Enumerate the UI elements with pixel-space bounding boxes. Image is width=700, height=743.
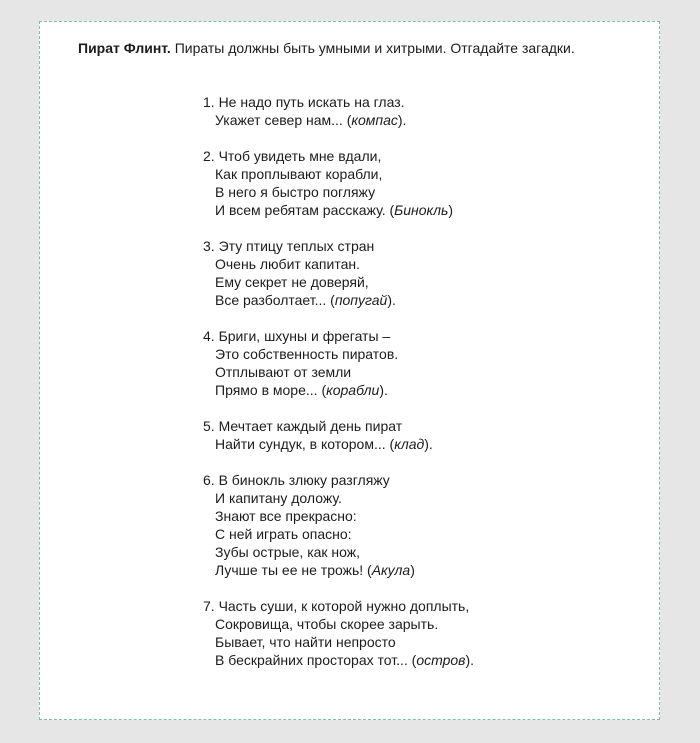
riddle-line [203, 165, 623, 183]
riddle-line-text: Ему секрет не доверяй, [215, 274, 369, 290]
riddle-line-text: Очень любит капитан. [215, 256, 360, 272]
riddle-line-text: Лучше ты ее не трожь! ( [215, 562, 372, 578]
riddle-answer: Бинокль [394, 202, 449, 218]
riddle-line-text: 5. Мечтает каждый день пират [203, 418, 403, 434]
speaker-name: Пират Флинт. [78, 40, 171, 56]
riddle-line [203, 327, 623, 345]
riddle-line-tail: ). [379, 382, 388, 398]
riddle-line [203, 471, 623, 489]
riddle-line-tail: ). [465, 652, 475, 668]
riddle-line [203, 111, 623, 129]
riddle-line-tail: ). [387, 292, 396, 308]
riddle-line [203, 561, 623, 579]
riddle-line-text: С ней играть опасно: [215, 526, 352, 542]
riddle-answer: компас [351, 112, 398, 128]
riddle-line-text: Как проплывают корабли, [215, 166, 383, 182]
riddle-line [203, 345, 623, 363]
riddle-line-tail: ). [424, 436, 433, 452]
riddle-line [203, 201, 623, 219]
riddle-line [203, 543, 623, 561]
riddle-line-text: Все разболтает... ( [215, 292, 335, 308]
riddle-1 [203, 93, 623, 129]
riddle-line [203, 633, 623, 651]
riddle-line-text: Прямо в море... ( [215, 382, 327, 398]
riddle-line [203, 651, 623, 669]
riddle-answer: остров [416, 652, 466, 668]
riddle-line [203, 93, 623, 111]
riddle-line-tail: ). [397, 112, 407, 128]
riddle-5 [203, 417, 623, 453]
riddle-line [203, 507, 623, 525]
riddle-answer: клад [394, 436, 425, 452]
riddle-line [203, 273, 623, 291]
riddle-line-text: Найти сундук, в котором... ( [215, 436, 395, 452]
riddle-line-text: В него я быстро погляжу [215, 184, 376, 200]
riddle-line-text: 7. Часть суши, к которой нужно доплыть, [203, 598, 470, 614]
riddle-line [203, 489, 623, 507]
riddle-line [203, 255, 623, 273]
riddle-line [203, 237, 623, 255]
riddle-line-text: В бескрайних просторах тот... ( [215, 652, 417, 668]
riddle-answer: попугай [334, 292, 388, 308]
riddle-line-text: И капитану доложу. [215, 490, 342, 506]
riddle-line [203, 363, 623, 381]
riddle-line [203, 147, 623, 165]
riddle-line-tail: ) [410, 562, 415, 578]
riddle-line-text: 1. Не надо путь искать на глаз. [203, 94, 405, 110]
riddle-7 [203, 597, 623, 669]
riddle-line-text: Укажет север нам... ( [215, 112, 352, 128]
riddles-list [203, 93, 623, 687]
document-page [39, 21, 660, 720]
riddle-6 [203, 471, 623, 579]
riddle-line-text: И всем ребятам расскажу. ( [215, 202, 395, 218]
riddle-line-text: Отплывают от земли [215, 364, 352, 380]
riddle-line-text: Это собственность пиратов. [215, 346, 399, 362]
riddle-line-text: 4. Бриги, шхуны и фрегаты – [203, 328, 391, 344]
riddle-line [203, 183, 623, 201]
riddle-line-text: 2. Чтоб увидеть мне вдали, [203, 148, 382, 164]
riddle-2 [203, 147, 623, 219]
riddle-line [203, 615, 623, 633]
riddle-line-tail: ) [448, 202, 454, 218]
riddle-answer: Акула [371, 562, 411, 578]
riddle-line-text: Знают все прекрасно: [215, 508, 357, 524]
riddle-line [203, 381, 623, 399]
riddle-line [203, 525, 623, 543]
intro-paragraph [78, 39, 575, 57]
riddle-line [203, 291, 623, 309]
riddle-4 [203, 327, 623, 399]
riddle-answer: корабли [326, 382, 380, 398]
riddle-line-text: Бывает, что найти непросто [215, 634, 396, 650]
riddle-line-text: Зубы острые, как нож, [215, 544, 361, 560]
riddle-line-text: Сокровища, чтобы скорее зарыть. [215, 616, 439, 632]
riddle-line [203, 435, 623, 453]
riddle-line [203, 417, 623, 435]
riddle-line-text: 3. Эту птицу теплых стран [203, 238, 375, 254]
riddle-3 [203, 237, 623, 309]
intro-text: Пираты должны быть умными и хитрыми. Отгадайте загадки. [170, 40, 575, 56]
riddle-line [203, 597, 623, 615]
riddle-line-text: 6. В бинокль злюку разгляжу [203, 472, 390, 488]
